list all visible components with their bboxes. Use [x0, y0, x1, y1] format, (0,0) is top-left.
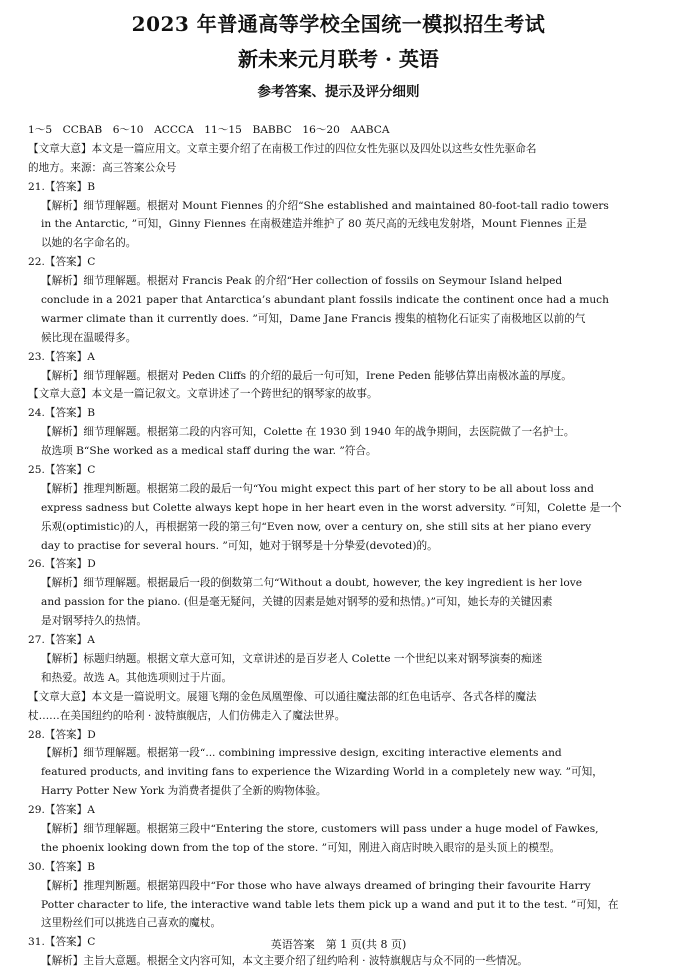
question-30-answer: 30.【答案】B — [28, 860, 96, 873]
section-title: 参考答案、提示及评分细则 — [257, 84, 420, 100]
question-27-answer: 27.【答案】A — [28, 634, 95, 647]
question-22-analysis: 【解析】细节理解题。根据对 Francis Peak 的介绍“Her collection of fossils on Seymour Island helped — [41, 275, 563, 288]
question-22-analysis: warmer climate than it currently does. ”可知，Dame Jane Francis 搜集的植物化石证实了南极地区以前的气 — [41, 312, 586, 325]
passage-summary-a-cont: 的地方。来源：高三答案公众号 — [28, 161, 177, 174]
question-25-analysis: 乐观(optimistic)的人，再根据第一段的第三句“Even now, over a century on, she still sits at her piano every — [41, 520, 592, 533]
question-29-analysis: 【解析】细节理解题。根据第三段中“Entering the store, customers will pass under a huge model of Fawkes, — [41, 822, 599, 835]
question-31-answer: 31.【答案】C — [28, 936, 96, 949]
question-24-analysis: 【解析】细节理解题。根据第二段的内容可知，Colette 在 1930 到 1940 年的战争期间，去医院做了一名护士。 — [41, 426, 575, 439]
question-25-analysis: 【解析】推理判断题。根据第二段的最后一句“You might expect this part of her story to be all about loss and — [41, 482, 594, 495]
question-30-analysis: 这里粉丝们可以挑选自己喜欢的魔杖。 — [41, 917, 222, 930]
question-21-analysis: in the Antarctic, ”可知，Ginny Fiennes 在南极建造并维护了 80 英尺高的无线电发射塔，Mount Fiennes 正是 — [41, 218, 587, 231]
page-footer: 英语答案 第 1 页(共 8 页) — [270, 938, 407, 951]
question-28-answer: 28.【答案】D — [28, 728, 96, 741]
question-25-answer: 25.【答案】C — [28, 464, 96, 477]
passage-summary-b: 【文章大意】本文是一篇记叙文。文章讲述了一个跨世纪的钢琴家的故事。 — [28, 388, 378, 401]
question-23-answer: 23.【答案】A — [28, 350, 95, 363]
question-28-analysis: 【解析】细节理解题。根据第一段“... combining impressive design, exciting interactive elements and — [41, 747, 562, 760]
question-29-answer: 29.【答案】A — [28, 804, 95, 817]
question-29-analysis: the phoenix looking down from the top of the store. ”可知，刚进入商店时映入眼帘的是头顶上的模型。 — [41, 841, 561, 854]
passage-summary-c: 【文章大意】本文是一篇说明文。展翅飞翔的金色凤凰塑像、可以通往魔法部的红色电话亭、各式各样的魔法 — [28, 690, 537, 703]
question-22-analysis: 候比现在温暖得多。 — [41, 331, 137, 344]
question-26-answer: 26.【答案】D — [28, 558, 96, 571]
passage-summary-c-cont: 杖……在美国纽约的哈利 · 波特旗舰店，人们仿佛走入了魔法世界。 — [28, 709, 346, 722]
question-27-analysis: 【解析】标题归纳题。根据文章大意可知，文章讲述的是百岁老人 Colette 一个世纪以来对钢琴演奏的痴迷 — [41, 652, 543, 665]
question-21-analysis: 以她的名字命名的。 — [41, 237, 137, 250]
question-26-analysis: and passion for the piano. (但是毫无疑问，关键的因素是她对钢琴的爱和热情。)”可知，她长寿的关键因素 — [41, 596, 553, 609]
question-28-analysis: featured products, and inviting fans to experience the Wizarding World in a completely new way. ”可知， — [41, 766, 603, 779]
question-24-analysis: 故选项 B“She worked as a medical staff during the war. ”符合。 — [41, 445, 377, 458]
objective-answers: 1～5 CCBAB 6～10 ACCCA 11～15 BABBC 16～20 AABCA — [28, 124, 390, 136]
question-22-analysis: conclude in a 2021 paper that Antarctica’s abundant plant fossils indicate the continent once had a much — [41, 294, 609, 307]
passage-summary-a: 【文章大意】本文是一篇应用文。文章主要介绍了在南极工作过的四位女性先驱以及四处以这些女性先驱命名 — [28, 142, 537, 155]
question-30-analysis: Potter character to life, the interactive wand table lets them pick up a wand and put it to the test. ”可知，在 — [41, 898, 619, 911]
question-30-analysis: 【解析】推理判断题。根据第四段中“For those who have always dreamed of bringing their favourite Harry — [41, 879, 591, 892]
question-25-analysis: express sadness but Colette always kept hope in her heart even in the worst adversity. ”可知，Colette 是一个 — [41, 501, 622, 514]
question-28-analysis: Harry Potter New York 为消费者提供了全新的购物体验。 — [41, 785, 327, 798]
exam-subtitle: 新未来元月联考 · 英语 — [238, 47, 439, 71]
question-24-answer: 24.【答案】B — [28, 407, 96, 420]
question-23-analysis: 【解析】细节理解题。根据对 Peden Cliffs 的介绍的最后一句可知，Irene Peden 能够估算出南极冰盖的厚度。 — [41, 369, 572, 382]
question-21-answer: 21.【答案】B — [28, 180, 96, 193]
question-27-analysis: 和热爱。故选 A。其他选项则过于片面。 — [41, 671, 233, 684]
question-25-analysis: day to practise for several hours. ”可知，她对于钢琴是十分挚爱(devoted)的。 — [41, 539, 438, 552]
question-21-analysis: 【解析】细节理解题。根据对 Mount Fiennes 的介绍“She established and maintained 80-foot-tall radio towers — [41, 199, 609, 212]
exam-title: 2023 年普通高等学校全国统一模拟招生考试 — [131, 12, 546, 36]
answer-body — [28, 121, 650, 971]
question-26-analysis: 是对钢琴持久的热情。 — [41, 615, 147, 628]
question-22-answer: 22.【答案】C — [28, 256, 96, 269]
question-26-analysis: 【解析】细节理解题。根据最后一段的倒数第二句“Without a doubt, however, the key ingredient is her love — [41, 577, 583, 590]
question-31-analysis: 【解析】主旨大意题。根据全文内容可知，本文主要介绍了纽约哈利 · 波特旗舰店与众不同的一些情况。 — [41, 955, 528, 968]
